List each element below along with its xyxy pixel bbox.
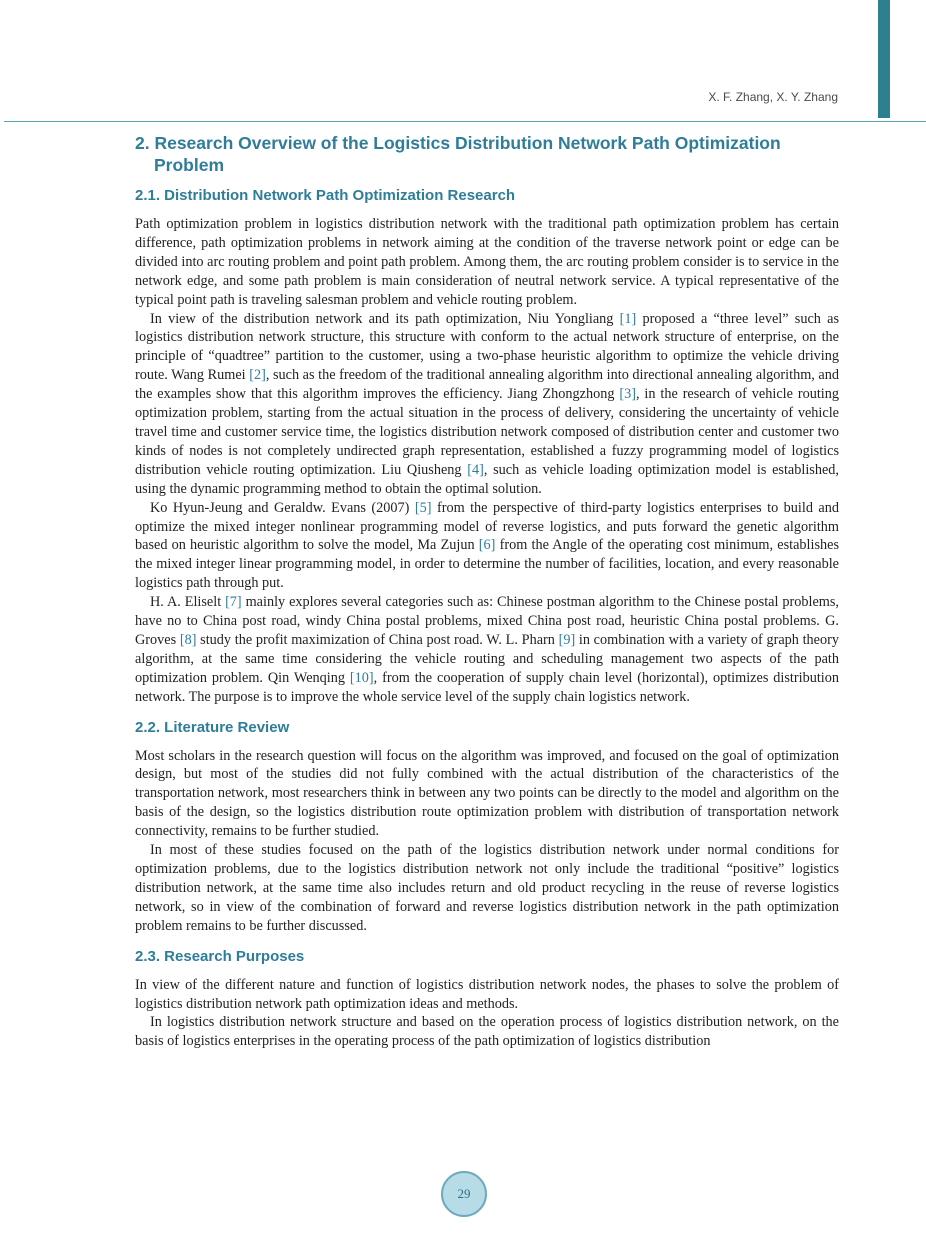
citation-link[interactable]: [1] [619,310,637,327]
citation-link[interactable]: [6] [478,537,496,554]
citation-link[interactable]: [4] [467,461,484,478]
citation-link[interactable]: [9] [558,631,576,648]
paragraph: In most of these studies focused on the path of the logistics distribution network under normal conditions for optimization problems, due to the logistics distribution network not only include the traditional “positive” logistics distribution network, at the same time also includes return and old product recycling in the reuse of reverse logistics network, so in view of the combination of forward and reverse logistics distribution network in the path optimization problem remains to be further discussed. [135,842,839,934]
paragraph: Path optimization problem in logistics distribution network with the traditional path optimization problem has certain difference, path optimization problems in network aiming at the condition of the traverse network point or edge can be divided into arc routing problem and point path problem. Among them, the arc routing problem consider is to service in the network edge, and some path problem is main consideration of neutral network service. A typical representative of the typical point path is traveling salesman problem and vehicle routing problem. [135,216,839,308]
header-accent-bar [878,0,890,118]
subsection-title: 2.2. Literature Review [135,718,290,736]
paragraph: H. A. Eliselt [7] mainly explores several categories such as: Chinese postman algorithm to the Chinese postal problems, have no to China post road, windy China postal problems, mixed China post road, heuristic China postal problems. G. Groves [8] study the profit maximization of China post road. W. L. Pharn [9] in combination with a variety of graph theory algorithm, at the same time considering the vehicle routing and scheduling management two aspects of the path optimization problem. Qin Wenqing [10], from the cooperation of supply chain level (horizontal), optimizes distribution network. The purpose is to improve the whole service level of the supply chain logistics network. [135,594,839,705]
paragraph: In view of the different nature and function of logistics distribution network nodes, the phases to solve the problem of logistics distribution network path optimization ideas and methods. [135,976,839,1012]
citation-link[interactable]: [3] [619,386,636,403]
article-body [135,132,839,1051]
section-title: 2. Research Overview of the Logistics Distribution Network Path Optimization Problem [135,133,781,175]
citation-link[interactable]: [8] [179,631,197,648]
header-rule [4,121,926,122]
citation-link[interactable]: [5] [414,499,432,516]
paragraph: In view of the distribution network and its path optimization, Niu Yongliang [1] proposed a “three level” such as logistics distribution network structure, this structure with conform to the actual network structure of enterprise, on the principle of “quadtree” partition to the customer, using a two-phase heuristic algorithm to optimize the vehicle driving route. Wang Rumei [2], such as the freedom of the traditional annealing algorithm into directional annealing algorithm, and the examples show that this algorithm improves the efficiency. Jiang Zhongzhong [3], in the research of vehicle routing optimization problem, starting from the actual situation in the process of delivery, considering the uncertainty of vehicle travel time and customer service time, the logistics distribution network composed of distribution center and customer two kinds of nodes is not completely undirected graph representation, established a fuzzy programming model of logistics distribution vehicle routing optimization. Liu Qiusheng [4], such as vehicle loading optimization model is established, using the dynamic programming method to obtain the optimal solution. [135,310,840,497]
running-head: X. F. Zhang, X. Y. Zhang [708,90,838,104]
citation-link[interactable]: [2] [249,367,266,384]
paragraph: In logistics distribution network structure and based on the operation process of logistics distribution network, on the basis of logistics enterprises in the operating process of the path optimization of logistics distribution [135,1014,839,1050]
paragraph: Most scholars in the research question will focus on the algorithm was improved, and focused on the goal of optimization design, but most of the studies did not fully combined with the actual distribution of the characteristics of the transportation network, most researchers think in between any two points can be directly to the model and algorithm on the basis of the design, so the logistics distribution route optimization problem with distribution of transportation network connectivity, remains to be further studied. [135,747,839,840]
citation-link[interactable]: [10] [349,669,374,686]
citation-link[interactable]: [7] [225,594,242,611]
paragraph: Ko Hyun-Jeung and Geraldw. Evans (2007) [5] from the perspective of third-party logistics enterprises to build and optimize the mixed integer nonlinear programming model of reverse logistics, and puts forward the genetic algorithm based on heuristic algorithm to solve the model, Ma Zujun [6] from the Angle of the operating cost minimum, establishes the mixed integer linear programming model, in order to determine the number of facilities, location, and every reasonable logistics path through put. [135,499,839,592]
subsection-title: 2.3. Research Purposes [135,947,305,965]
subsection-title: 2.1. Distribution Network Path Optimization Research [135,187,516,204]
page-number: 29 [441,1171,487,1217]
